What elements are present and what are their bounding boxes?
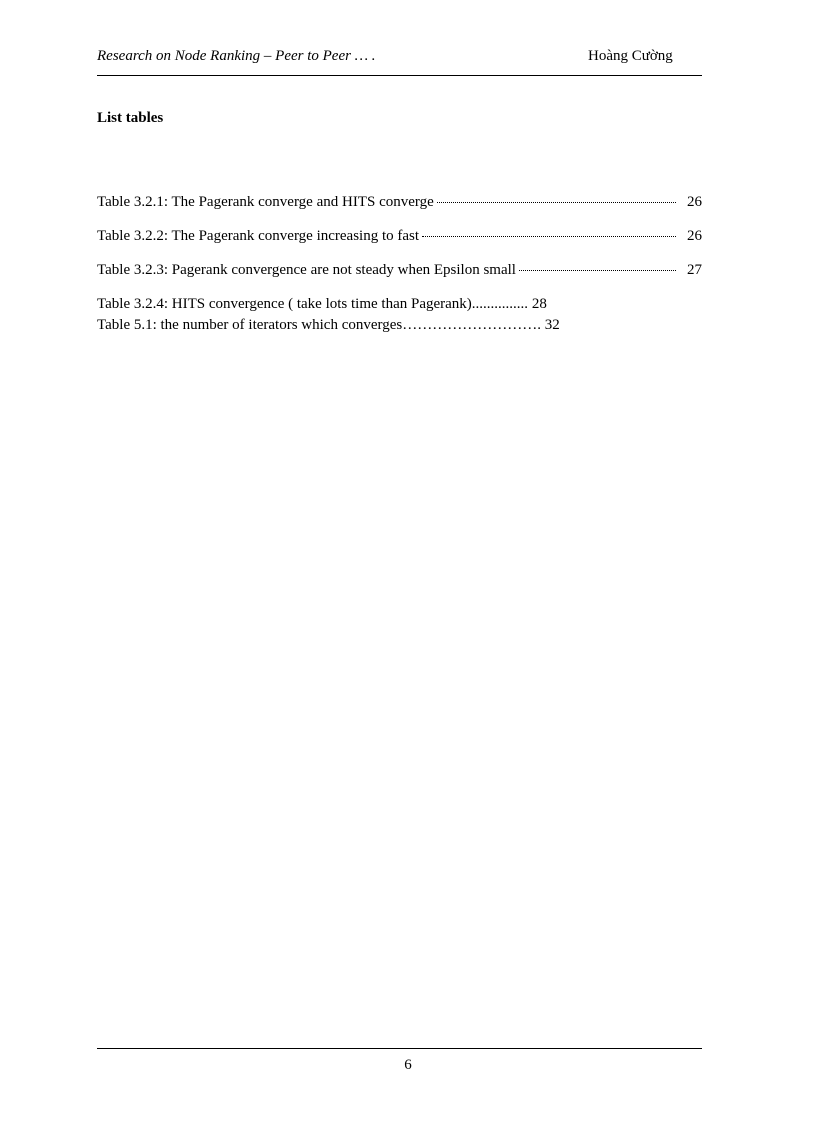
footer-page-number: 6: [404, 1057, 412, 1073]
toc-entry: [97, 228, 702, 248]
section-title: List tables: [97, 110, 164, 126]
toc-entry-label: Table 3.2.4: HITS convergence ( take lots time than Pagerank)...............: [97, 296, 529, 312]
toc-entry-page: 26: [687, 194, 702, 210]
toc-entry: [97, 262, 702, 282]
toc-entry: [97, 296, 547, 313]
header-author: Hoàng Cường: [588, 48, 673, 64]
toc-leader: [422, 235, 676, 237]
toc-entry-label: Table 3.2.3: Pagerank convergence are not steady when Epsilon small: [97, 262, 516, 278]
toc-entry: [97, 317, 560, 334]
toc-entry: [97, 194, 702, 214]
toc-entry-label: Table 5.1: the number of iterators which converges……………………….: [97, 317, 541, 333]
toc-leader: [437, 201, 676, 203]
toc-entry-page: 27: [687, 262, 702, 278]
toc-entry-page: 28: [531, 296, 547, 312]
toc-leader: [519, 269, 676, 271]
toc-entry-page: 26: [687, 228, 702, 244]
footer-rule: [97, 1048, 702, 1049]
toc-entry-label: Table 3.2.1: The Pagerank converge and HITS converge: [97, 194, 434, 210]
toc-entry-page: 32: [544, 317, 560, 333]
toc-entry-label: Table 3.2.2: The Pagerank converge increasing to fast: [97, 228, 420, 244]
header-rule: [97, 75, 702, 76]
header-title: Research on Node Ranking – Peer to Peer … .: [97, 48, 376, 64]
